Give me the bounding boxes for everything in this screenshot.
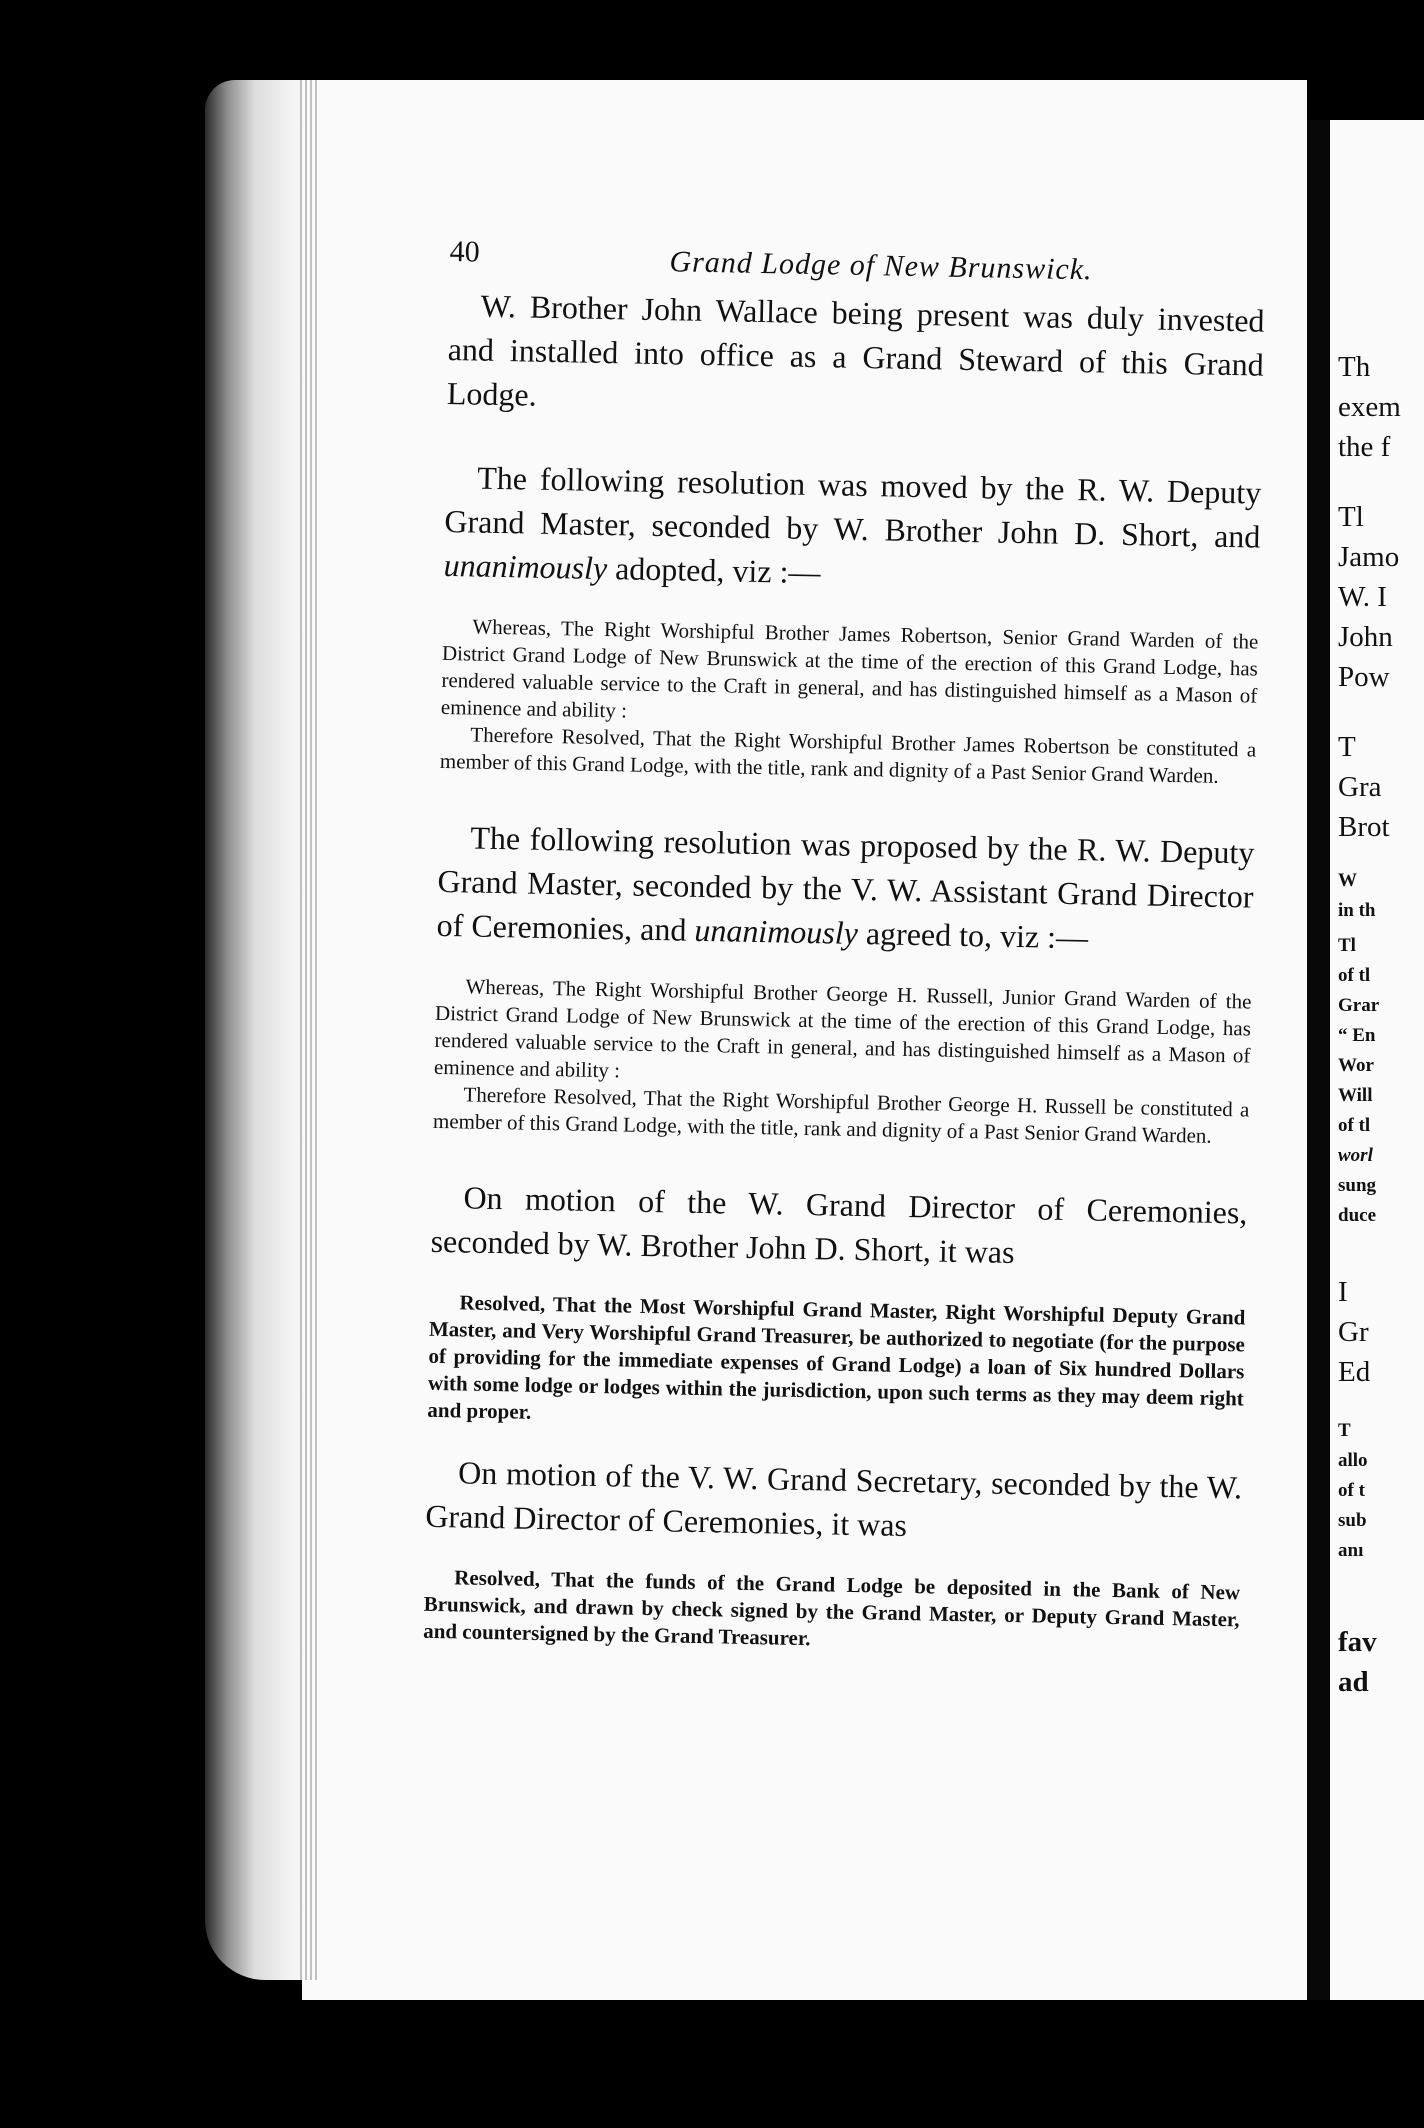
right-page-text: I <box>1338 1276 1348 1308</box>
paragraph-installation: W. Brother John Wallace being present was duly invested and installed into office as a Grand Steward of this Grand Lodge. <box>446 287 1265 413</box>
book-gutter <box>1307 120 1330 2000</box>
right-page-text: Tl <box>1338 935 1356 956</box>
right-page-text: T <box>1338 1420 1351 1441</box>
left-page <box>302 80 1307 2000</box>
right-page-text: duce <box>1338 1205 1376 1226</box>
right-page-text: Th <box>1338 351 1371 383</box>
right-page-text: anı <box>1338 1540 1364 1561</box>
right-page-text: Grar <box>1338 995 1380 1016</box>
right-page-text: Tl <box>1338 501 1364 533</box>
resolution-funds: Resolved, That the funds of the Grand Lodge be deposited in the Bank of New Brunswick, and drawn by check signed by the Grand Master, or Deputy Grand Master, and countersigned by the Grand Treasurer. <box>422 1565 1241 1651</box>
right-page-text: exem <box>1338 391 1401 423</box>
right-page-text: of tl <box>1338 1115 1371 1136</box>
right-page-text: W. I <box>1338 581 1387 613</box>
right-page-text: Gr <box>1338 1316 1369 1348</box>
paragraph-motion-loan: On motion of the W. Grand Director of Ceremonies, seconded by W. Brother John D. Short, it was <box>430 1179 1248 1271</box>
right-page-fragment <box>1330 120 1424 2000</box>
resolution-whereas: Whereas, The Right Worshipful Brother James Robertson, Senior Grand Warden of the District Grand Lodge of New Brunswick at the time of the erection of this Grand Lodge, has rendered valuable service to the Craft in general, and has distinguished himself as a Mason of eminence and ability : <box>440 614 1259 723</box>
right-page-text: “ En <box>1338 1025 1376 1046</box>
right-page-text: Will <box>1338 1085 1373 1106</box>
right-page-text: Pow <box>1338 661 1390 693</box>
paragraph-resolution-intro-1: The following resolution was moved by the R. W. Deputy Grand Master, seconded by W. Brother John D. Short, and unanimously adopted, viz :— <box>443 459 1262 591</box>
resolution-therefore: Therefore Resolved, That the Right Worshipful Brother James Robertson be constituted a member of this Grand Lodge, with the title, rank and dignity of a Past Senior Grand Warden. <box>439 722 1257 788</box>
resolution-therefore: Therefore Resolved, That the Right Worshipful Brother George H. Russell be constituted a member of this Grand Lodge, with the title, rank and dignity of a Past Senior Grand Warden. <box>432 1082 1250 1148</box>
paragraph-resolution-intro-2: The following resolution was proposed by the R. W. Deputy Grand Master, seconded by the V. W. Assistant Grand Director of Ceremonies, and unanimously agreed to, viz :— <box>436 819 1255 956</box>
right-page-text: in th <box>1338 900 1376 921</box>
right-page-text: T <box>1338 731 1356 763</box>
right-page-text: W <box>1338 870 1357 891</box>
resolution-whereas: Whereas, The Right Worshipful Brother George H. Russell, Junior Grand Warden of the District Grand Lodge of New Brunswick at the time of the erection of this Grand Lodge, has rendered valuable service to the Craft in general, and has distinguished himself as a Mason of eminence and ability : <box>433 974 1252 1083</box>
right-page-text: Gra <box>1338 771 1382 803</box>
page-text-block <box>423 235 1266 1660</box>
resolution-loan: Resolved, That the Most Worshipful Grand Master, Right Worshipful Deputy Grand Master, and Very Worshipful Grand Treasurer, be authorized to negotiate (for the purpose of providing for the immediate expenses of Grand Lodge) a loan of Six hundred Dollars with some lodge or lodges within the jurisdiction, upon such terms as they may deem right and proper. <box>427 1290 1246 1424</box>
right-page-text: of tl <box>1338 965 1371 986</box>
right-page-text: Ed <box>1338 1356 1371 1388</box>
page-number: 40 <box>449 235 480 269</box>
right-page-text: John <box>1338 621 1393 653</box>
running-title: Grand Lodge of New Brunswick. <box>669 245 1093 287</box>
right-page-text: sung <box>1338 1175 1377 1196</box>
book-spine-edge <box>205 80 315 1980</box>
right-page-text: sub <box>1338 1510 1367 1531</box>
resolution-robertson <box>440 613 1259 791</box>
right-page-text: allo <box>1338 1450 1368 1471</box>
right-page-text: of t <box>1338 1480 1365 1501</box>
right-page-text: Wor <box>1338 1055 1374 1076</box>
paragraph-motion-funds: On motion of the V. W. Grand Secretary, seconded by the W. Grand Director of Ceremonies, it was <box>425 1454 1243 1544</box>
resolution-russell <box>433 973 1252 1151</box>
right-page-text: fav <box>1338 1626 1377 1658</box>
page-edge-lines <box>300 80 318 1980</box>
right-page-text: Brot <box>1338 811 1390 843</box>
right-page-text: worl <box>1338 1145 1373 1166</box>
right-page-text: the f <box>1338 431 1391 463</box>
right-page-text: Jamo <box>1338 541 1400 573</box>
right-page-text: ad <box>1338 1666 1369 1698</box>
